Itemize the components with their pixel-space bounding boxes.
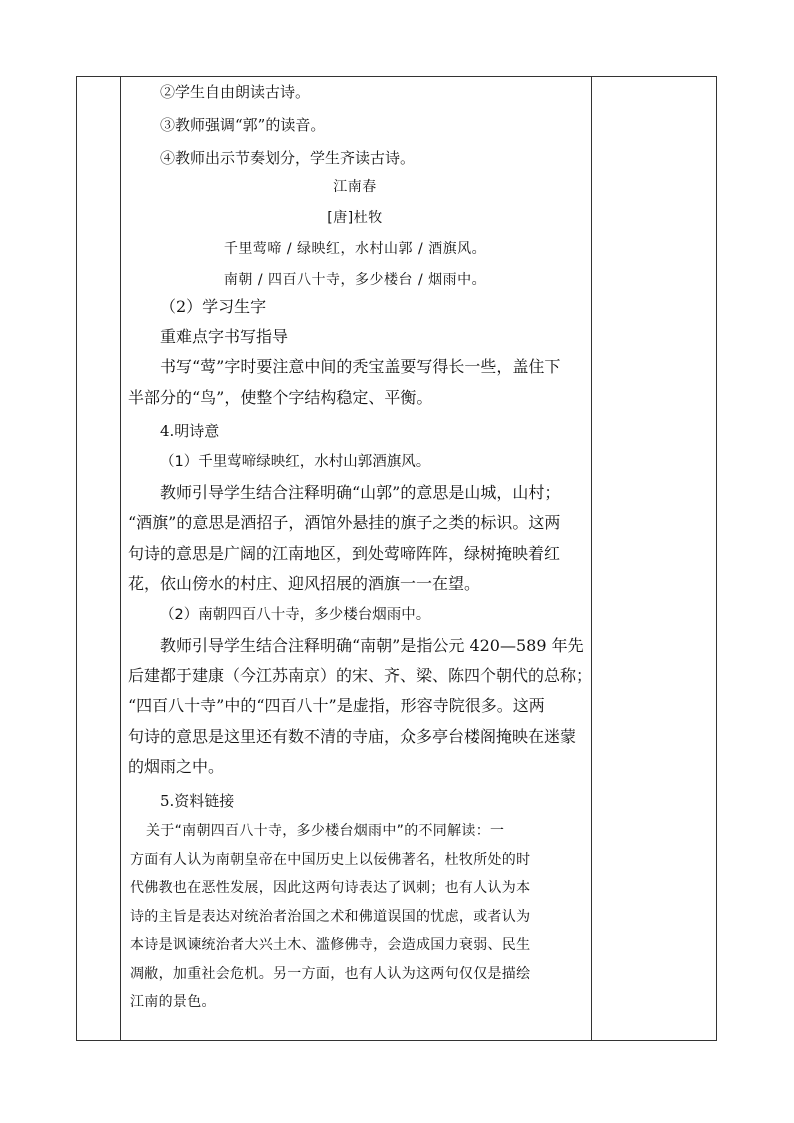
reference-text: 关于“南朝四百八十寺，多少楼台烟雨中”的不同解读：一 — [146, 823, 505, 839]
resource-link-section — [120, 785, 590, 1017]
learn-characters-section — [120, 292, 590, 413]
reference-text: 方面有人认为南朝皇帝在中国历史上以佞佛著名，杜牧所处的时 — [130, 851, 531, 868]
poem-block — [120, 172, 590, 296]
table-column-divider-right — [591, 77, 592, 1040]
poem-title: 江南春 — [333, 179, 377, 195]
poem-quote: （1）千里莺啼绿映红，水村山郭酒旗风。 — [160, 454, 431, 470]
body-text: 句诗的意思是这里还有数不清的寺庙，众多亭台楼阁掩映在迷蒙 — [128, 726, 577, 746]
reference-text: 凋敝，加重社会危机。另一方面，也有人认为这两句仅仅是描绘 — [130, 965, 531, 982]
subheading: 重难点字书写指导 — [160, 327, 289, 346]
body-text: “酒旗”的意思是酒招子，酒馆外悬挂的旗子之类的标识。这两 — [128, 513, 561, 533]
section-heading: （2）学习生字 — [160, 297, 267, 316]
body-text: 半部分的“鸟”，使整个字结构稳定、平衡。 — [128, 387, 433, 407]
body-text: 书写“莺”字时要注意中间的秃宝盖要写得长一些，盖住下 — [160, 357, 561, 377]
body-text: 花，依山傍水的村庄、迎风招展的酒旗一一在望。 — [128, 574, 481, 594]
body-text: 后建都于建康（今江苏南京）的宋、齐、梁、陈四个朝代的总称； — [128, 665, 593, 685]
poem-line: 千里莺啼 / 绿映红，水村山郭 / 酒旗风。 — [223, 241, 487, 257]
poem-quote: （2）南朝四百八十寺，多少楼台烟雨中。 — [160, 606, 431, 623]
body-text: 的烟雨之中。 — [128, 757, 225, 777]
section-heading: 4.明诗意 — [160, 422, 220, 440]
reference-text: 江南的景色。 — [130, 994, 216, 1010]
body-text: 句诗的意思是广阔的江南地区，到处莺啼阵阵，绿树掩映着红 — [128, 543, 561, 563]
poem-line: 南朝 / 四百八十寺，多少楼台 / 烟雨中。 — [223, 272, 487, 288]
step-item: ②学生自由朗读古诗。 — [160, 83, 311, 101]
body-text: 教师引导学生结合注释明确“山郭”的意思是山城，山村； — [160, 483, 561, 502]
poem-meaning-section — [120, 415, 593, 783]
step-item: ④教师出示节奏划分，学生齐读古诗。 — [160, 149, 416, 167]
reference-text: 诗的主旨是表达对统治者治国之术和佛道误国的忧虑，或者认为 — [130, 908, 531, 925]
body-text: “四百八十寺”中的“四百八十”是虚指，形容寺院很多。这两 — [128, 696, 545, 716]
poem-author: [唐]杜牧 — [327, 210, 383, 226]
reading-steps — [120, 76, 590, 175]
step-item: ③教师强调“郭”的读音。 — [160, 116, 326, 134]
reference-text: 代佛教也在恶性发展，因此这两句诗表达了讽刺；也有人认为本 — [130, 880, 531, 896]
reference-text: 本诗是讽谏统治者大兴土木、滥修佛寺，会造成国力衰弱、民生 — [130, 937, 531, 953]
body-text: 教师引导学生结合注释明确“南朝”是指公元 420—589 年先 — [160, 635, 584, 655]
section-heading: 5.资料链接 — [160, 792, 235, 810]
